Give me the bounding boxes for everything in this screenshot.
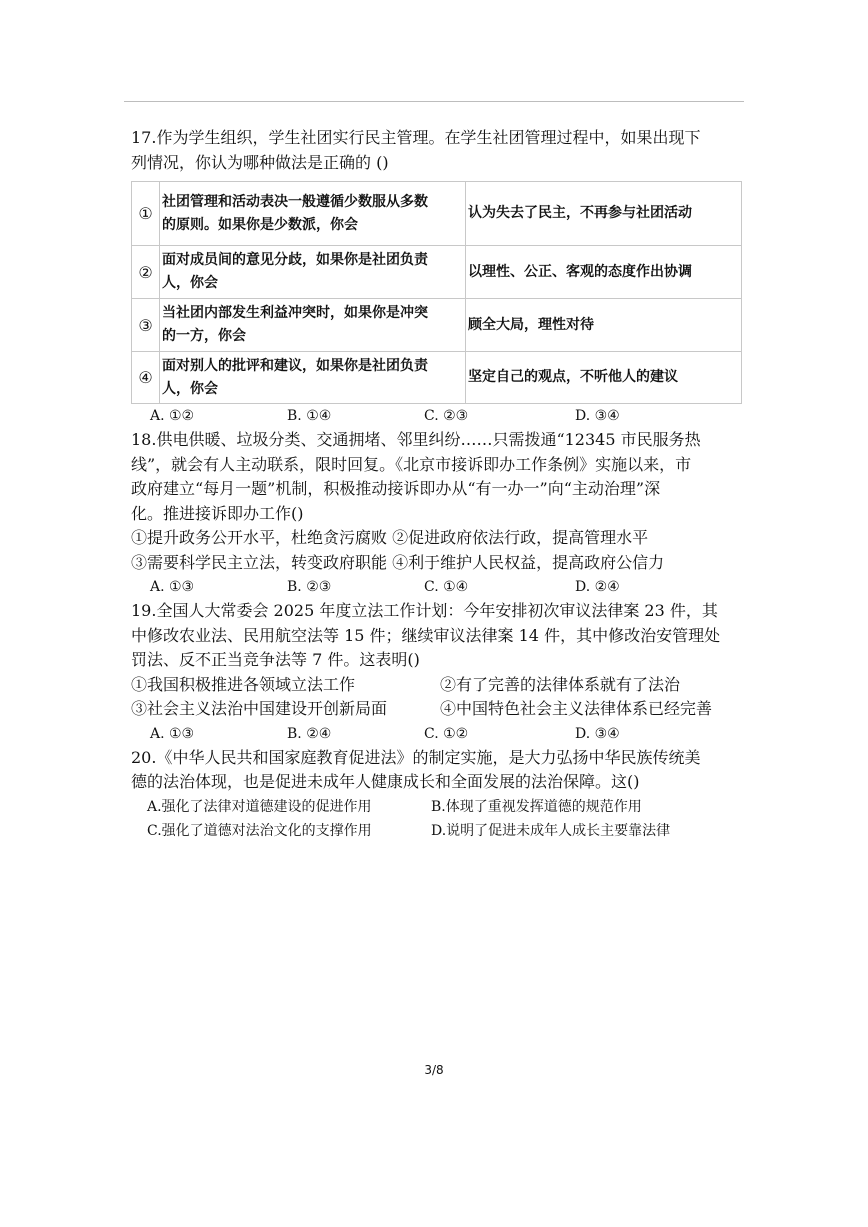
option-d[interactable]: D. ③④	[575, 408, 620, 424]
option-d[interactable]: D. ③④	[575, 725, 620, 742]
q18-stem-line: 线”，就会有人主动联系，限时回复。《北京市接诉即办工作条例》实施以来，市	[131, 454, 692, 474]
option-b[interactable]: B.体现了重视发挥道德的规范作用	[431, 798, 642, 815]
table-row	[132, 182, 742, 246]
table-row	[132, 246, 742, 299]
q19-stem-line: 19.全国人大常委会 2025 年度立法工作计划：今年安排初次审议法律案 23 件，其	[131, 601, 718, 620]
q17-options	[131, 404, 743, 428]
q18-stem-line: 18.供电供暖、垃圾分类、交通拥堵、邻里纠纷……只需拨通“12345 市民服务热	[131, 430, 701, 449]
option-c[interactable]: C. ①④	[424, 579, 469, 595]
option-a[interactable]: A. ①③	[150, 725, 195, 742]
statement-3: ③社会主义法治中国建设开创新局面	[131, 699, 388, 718]
action-cell: 顾全大局，理性对待	[466, 299, 742, 352]
page-number: 3/8	[424, 1063, 444, 1077]
option-d[interactable]: D. ②④	[575, 579, 620, 595]
q18-statement-line: ③需要科学民主立法，转变政府职能 ④利于维护人民权益，提高政府公信力	[131, 552, 665, 572]
q19-stem-line: 罚法、反不正当竞争法等 7 件。这表明()	[131, 650, 420, 669]
row-number: ②	[132, 246, 160, 299]
option-b[interactable]: B. ②③	[287, 579, 332, 595]
action-cell: 认为失去了民主，不再参与社团活动	[466, 182, 742, 246]
q17-stem-line: 17.作为学生组织，学生社团实行民主管理。在学生社团管理过程中，如果出现下	[131, 128, 701, 147]
option-b[interactable]: B. ①④	[287, 408, 332, 424]
option-a[interactable]: A. ①③	[150, 579, 195, 595]
q18-stem-line: 政府建立“每月一题”机制，积极推动接诉即办从“有一办一”向“主动治理”深	[131, 479, 661, 498]
situation-cell: 社团管理和活动表决一般遵循少数服从多数 的原则。如果你是少数派，你会	[160, 182, 466, 246]
option-c[interactable]: C.强化了道德对法治文化的支撑作用	[147, 823, 372, 839]
statement-1: ①我国积极推进各领域立法工作	[131, 674, 356, 694]
statement-4: ④中国特色社会主义法律体系已经完善	[440, 699, 713, 718]
option-c[interactable]: C. ①②	[424, 725, 469, 742]
q19-options	[131, 722, 743, 746]
q20-options-row	[131, 819, 743, 844]
q17-stem-line: 列情况，你认为哪种做法是正确的 ()	[131, 152, 389, 172]
page-content	[131, 126, 743, 844]
header-rule	[124, 101, 744, 102]
q18-statement-line: ①提升政务公开水平，杜绝贪污腐败 ②促进政府依法行政，提高管理水平	[131, 528, 649, 547]
option-a[interactable]: A. ①②	[150, 408, 195, 424]
q20-stem-line: 20.《中华人民共和国家庭教育促进法》的制定实施，是大力弘扬中华民族传统美	[131, 747, 701, 767]
option-a[interactable]: A.强化了法律对道德建设的促进作用	[147, 798, 372, 815]
action-cell: 坚定自己的观点，不听他人的建议	[466, 352, 742, 404]
situation-cell: 面对成员间的意见分歧，如果你是社团负责 人，你会	[160, 246, 466, 299]
question-19	[131, 599, 743, 746]
question-20	[131, 746, 743, 844]
q20-stem-line: 德的法治体现，也是促进未成年人健康成长和全面发展的法治保障。这()	[131, 772, 640, 791]
option-d[interactable]: D.说明了促进未成年人成长主要靠法律	[431, 823, 671, 839]
q17-table	[131, 181, 742, 404]
row-number: ③	[132, 299, 160, 352]
question-17	[131, 126, 743, 428]
row-number: ④	[132, 352, 160, 404]
q20-options-row	[131, 795, 743, 820]
option-c[interactable]: C. ②③	[424, 408, 469, 424]
statement-2: ②有了完善的法律体系就有了法治	[440, 674, 681, 694]
situation-cell: 面对别人的批评和建议，如果你是社团负责 人，你会	[160, 352, 466, 404]
row-number: ①	[132, 182, 160, 246]
question-18	[131, 428, 743, 599]
q19-statement-line	[131, 673, 743, 698]
option-b[interactable]: B. ②④	[287, 725, 332, 742]
q18-options	[131, 575, 743, 599]
action-cell: 以理性、公正、客观的态度作出协调	[466, 246, 742, 299]
situation-cell: 当社团内部发生利益冲突时，如果你是冲突 的一方，你会	[160, 299, 466, 352]
q18-stem-line: 化。推进接诉即办工作()	[131, 503, 304, 523]
table-row	[132, 352, 742, 404]
table-row	[132, 299, 742, 352]
q19-stem-line: 中修改农业法、民用航空法等 15 件；继续审议法律案 14 件，其中修改治安管理处	[131, 625, 721, 645]
q19-statement-line	[131, 697, 743, 722]
